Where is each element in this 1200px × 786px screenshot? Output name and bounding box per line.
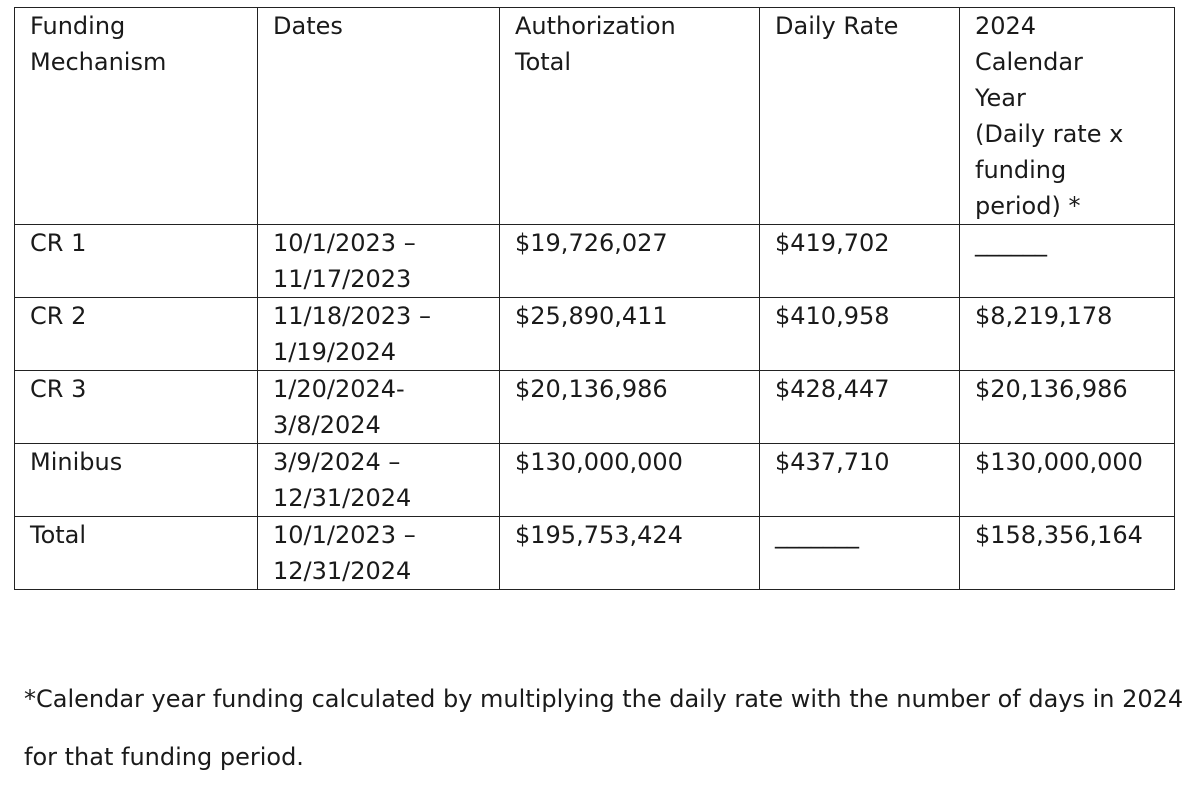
cell-daily-rate: $428,447: [760, 371, 960, 444]
cell-calendar-year: $158,356,164: [960, 517, 1175, 590]
cell-calendar-year: ______: [960, 225, 1175, 298]
cell-dates-start: 10/1/2023 –: [273, 521, 416, 549]
cell-dates: [258, 517, 500, 590]
cell-mechanism: CR 1: [15, 225, 258, 298]
cell-dates: [258, 225, 500, 298]
cell-calendar-year: $20,136,986: [960, 371, 1175, 444]
cell-daily-rate: $410,958: [760, 298, 960, 371]
cell-dates-end: 12/31/2024: [273, 557, 412, 585]
cell-mechanism: Total: [15, 517, 258, 590]
funding-table: [14, 7, 1175, 590]
table-row: [15, 371, 1175, 444]
cell-dates-start: 3/9/2024 –: [273, 448, 401, 476]
header-calendar-year: 2024 Calendar Year (Daily rate x funding period) *: [960, 8, 1175, 225]
footnote: *Calendar year funding calculated by multiplying the daily rate with the number of days in 2024 for that funding period.: [24, 685, 1184, 771]
cell-calendar-year: $8,219,178: [960, 298, 1175, 371]
cell-dates: [258, 298, 500, 371]
header-funding-mechanism: Funding Mechanism: [15, 8, 258, 225]
cell-dates-end: 12/31/2024: [273, 484, 412, 512]
table-row-total: [15, 517, 1175, 590]
cell-authorization-total: $19,726,027: [500, 225, 760, 298]
cell-mechanism: CR 3: [15, 371, 258, 444]
table-header: [15, 8, 1175, 225]
cell-daily-rate: $419,702: [760, 225, 960, 298]
cell-dates-end: 3/8/2024: [273, 411, 381, 439]
cell-dates-start: 1/20/2024-: [273, 375, 405, 403]
table-row: [15, 225, 1175, 298]
cell-authorization-total: $130,000,000: [500, 444, 760, 517]
cell-dates-start: 10/1/2023 –: [273, 229, 416, 257]
cell-dates-start: 11/18/2023 –: [273, 302, 431, 330]
cell-daily-rate: $437,710: [760, 444, 960, 517]
cell-authorization-total: $25,890,411: [500, 298, 760, 371]
cell-daily-rate: _______: [760, 517, 960, 590]
cell-authorization-total: $20,136,986: [500, 371, 760, 444]
cell-dates-end: 11/17/2023: [273, 265, 412, 293]
cell-calendar-year: $130,000,000: [960, 444, 1175, 517]
cell-dates-end: 1/19/2024: [273, 338, 397, 366]
header-daily-rate: Daily Rate: [760, 8, 960, 225]
cell-mechanism: Minibus: [15, 444, 258, 517]
table-row: [15, 298, 1175, 371]
cell-mechanism: CR 2: [15, 298, 258, 371]
table-row: [15, 444, 1175, 517]
table-body: [15, 225, 1175, 590]
header-authorization-total: Authorization Total: [500, 8, 760, 225]
cell-authorization-total: $195,753,424: [500, 517, 760, 590]
cell-dates: [258, 371, 500, 444]
cell-dates: [258, 444, 500, 517]
header-dates: Dates: [258, 8, 500, 225]
header-row: [15, 8, 1175, 225]
